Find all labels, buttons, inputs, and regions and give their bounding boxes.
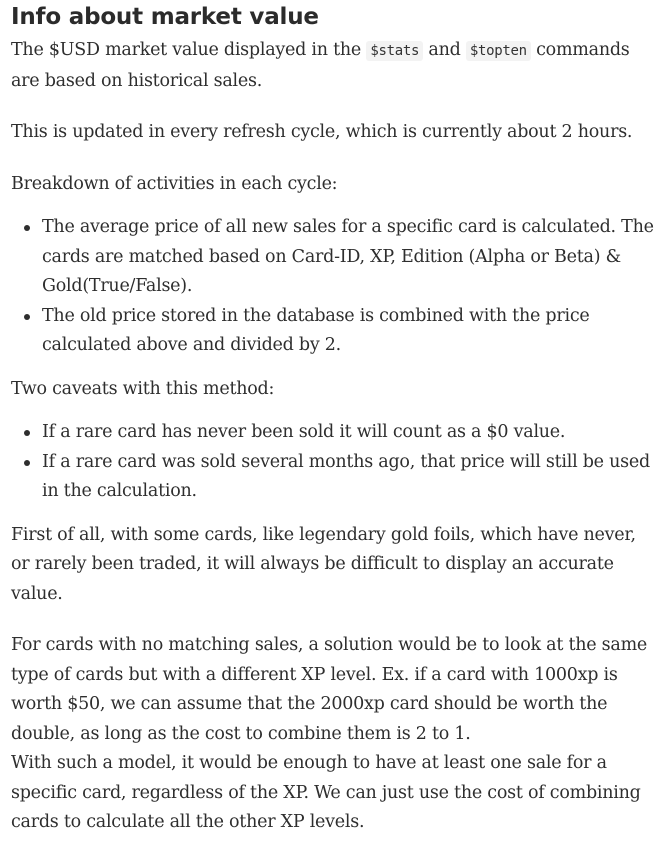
intro-paragraph — [11, 36, 655, 96]
caveats-intro: Two caveats with this method: — [11, 378, 275, 399]
intro-text-3: commands are based on historical sales. — [11, 40, 630, 91]
solution-paragraph: For cards with no matching sales, a solution would be to look at the same type of cards but with a different XP level. Ex. if a card with 1000xp is worth $50, we can assume that the 2000xp card should be worth the double, as long as the cost to combine them is 2 to 1. — [11, 635, 648, 744]
list-item — [42, 448, 655, 507]
list-item — [42, 418, 655, 448]
list-item — [42, 213, 655, 302]
list-item-text: The average price of all new sales for a specific card is calculated. The cards are matched based on Card-ID, XP, Edition (Alpha or Beta) & Gold(True/False). — [42, 217, 654, 296]
bullet-icon — [24, 225, 30, 231]
topten-command: $topten — [466, 41, 531, 61]
bullet-icon — [24, 314, 30, 320]
model-paragraph: With such a model, it would be enough to have at least one sale for a specific card, regardless of the XP. We can just use the cost of combining cards to calculate all the other XP levels. — [11, 753, 641, 832]
list-item — [42, 302, 655, 361]
bullet-icon — [24, 430, 30, 436]
page-title: Info about market value — [11, 4, 319, 30]
breakdown-list — [11, 213, 655, 361]
intro-text-2: and — [423, 40, 466, 60]
first-of-all-paragraph: First of all, with some cards, like legendary gold foils, which have never, or rarely been traded, it will always be difficult to display an accurate value. — [11, 524, 636, 604]
list-item-text: If a rare card was sold several months ago, that price will still be used in the calculation. — [42, 451, 650, 501]
breakdown-intro: Breakdown of activities in each cycle: — [11, 173, 338, 194]
bullet-icon — [24, 460, 30, 466]
intro-text-1: The $USD market value displayed in the — [11, 40, 367, 60]
update-paragraph: This is updated in every refresh cycle, which is currently about 2 hours. — [11, 122, 633, 142]
list-item-text: The old price stored in the database is combined with the price calculated above and divided by 2. — [42, 305, 590, 355]
stats-command: $stats — [366, 41, 423, 61]
caveats-list — [11, 418, 655, 507]
list-item-text: If a rare card has never been sold it will count as a $0 value. — [42, 422, 566, 442]
document — [0, 2, 665, 838]
